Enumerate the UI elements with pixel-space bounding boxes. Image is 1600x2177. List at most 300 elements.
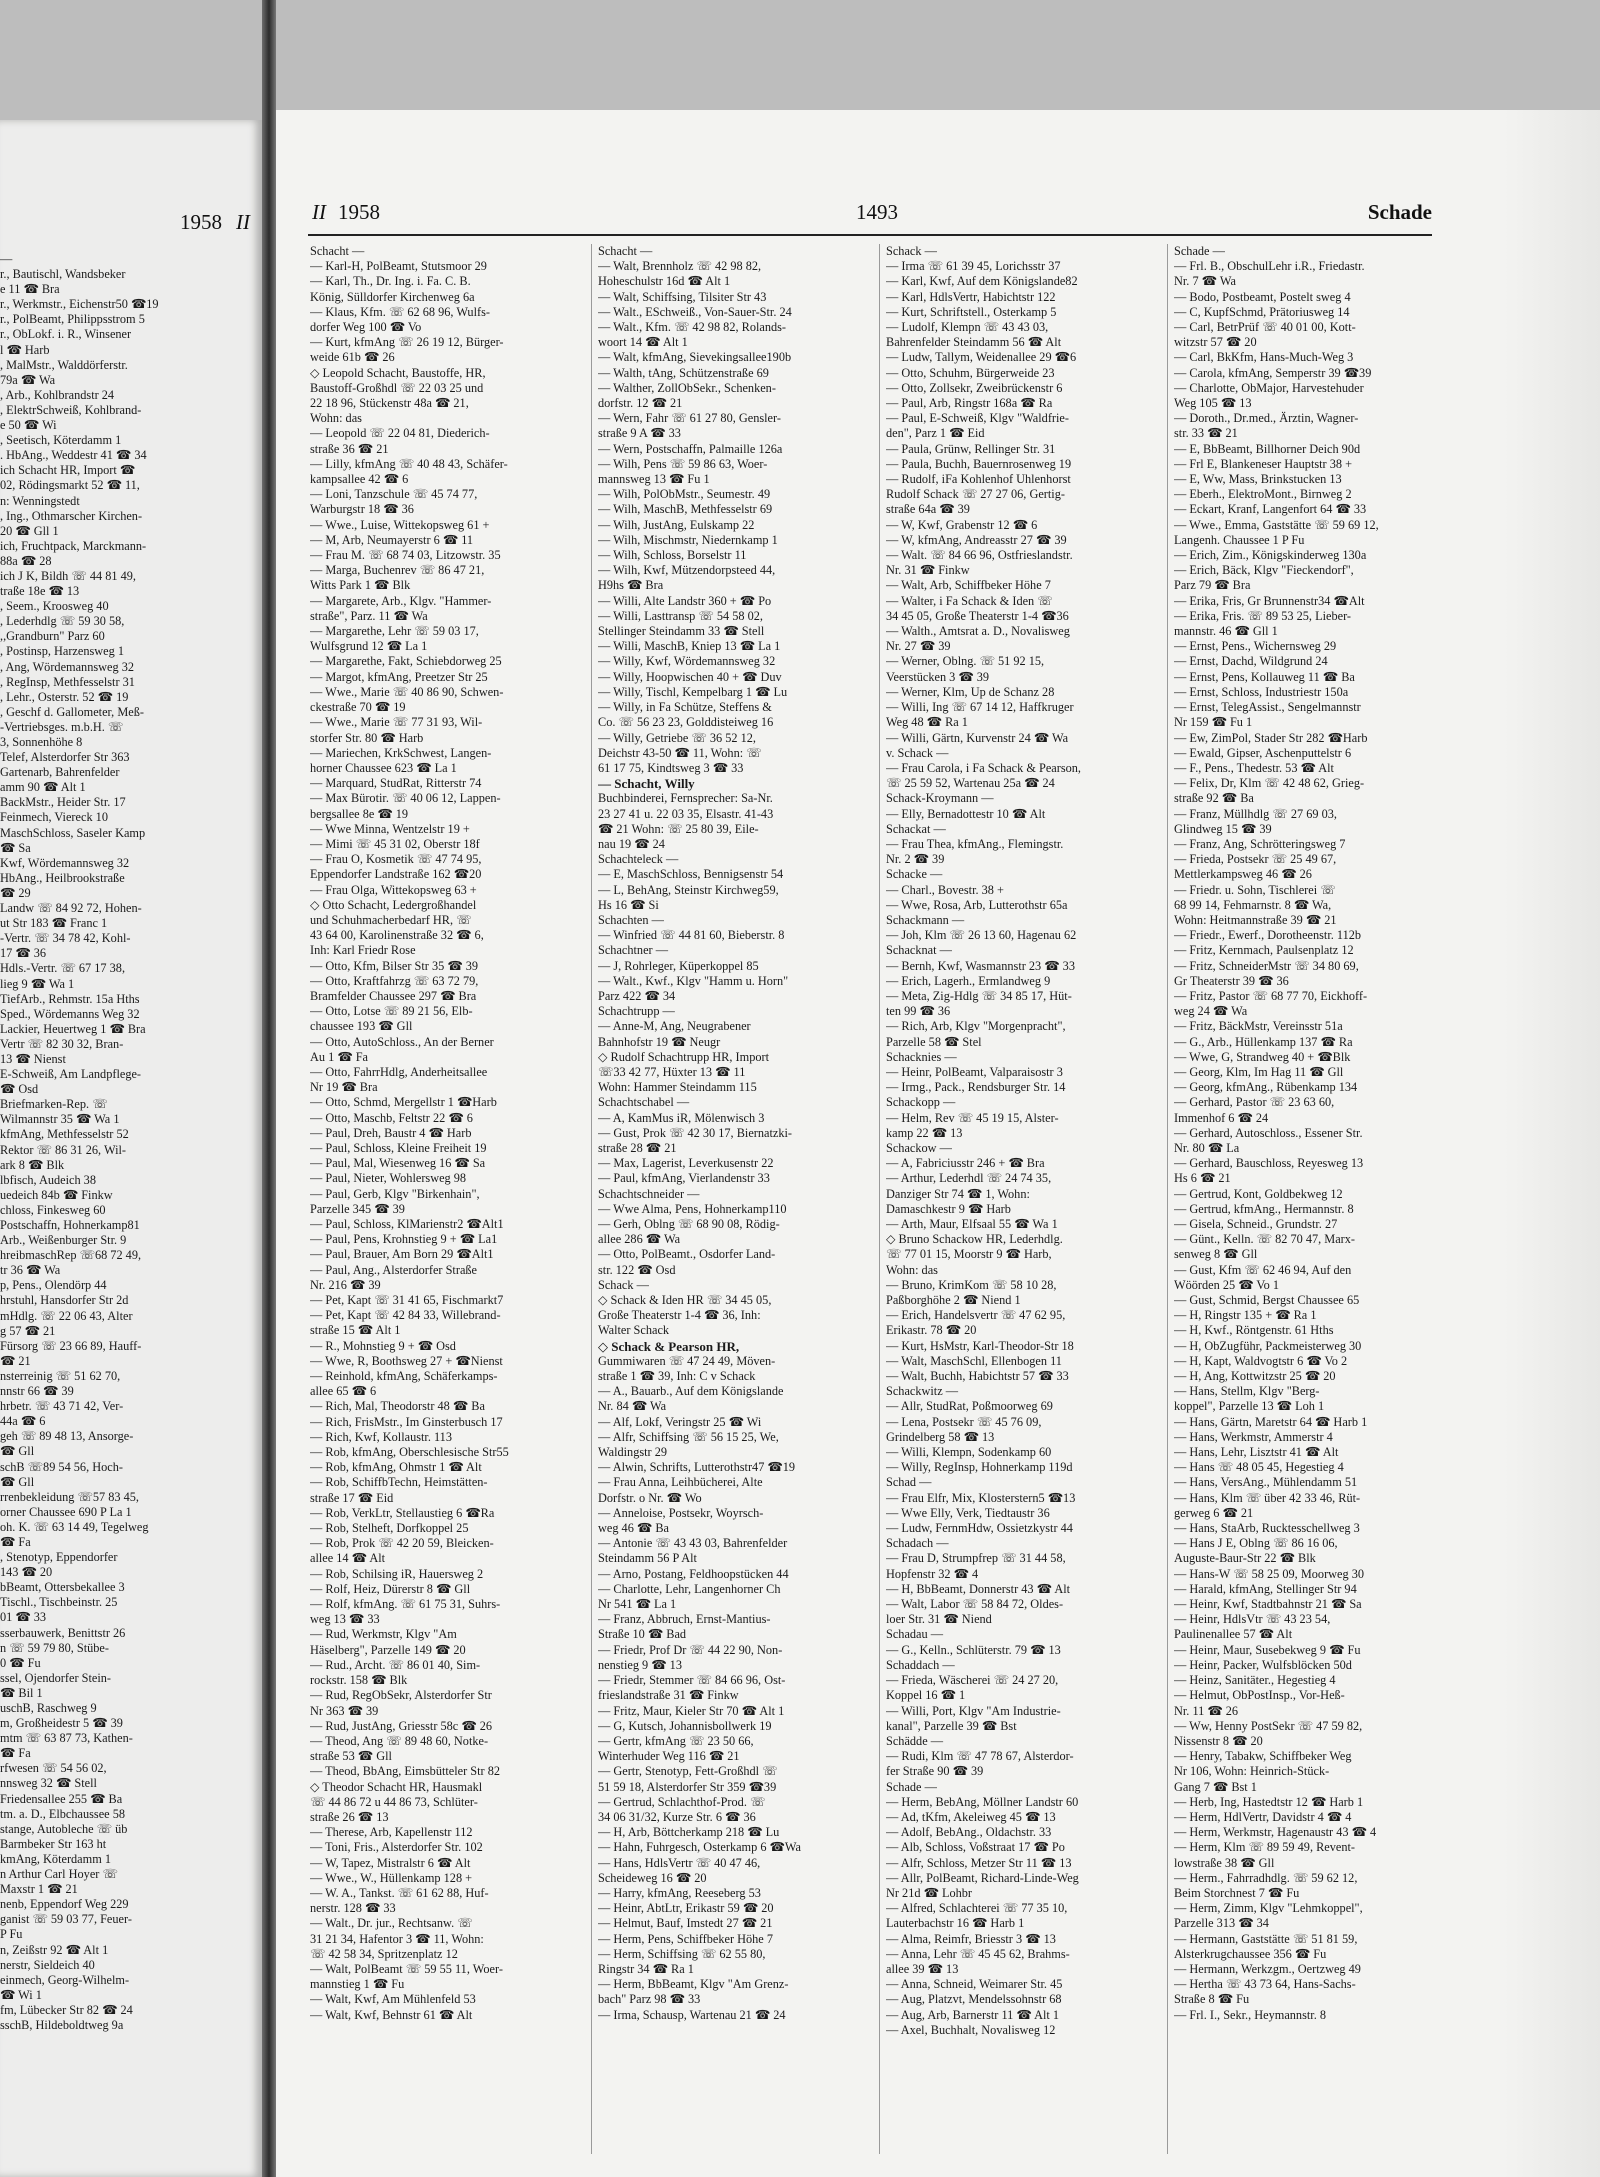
directory-entry: — Margarethe, Lehr ☏ 59 03 17, [310, 624, 479, 639]
directory-entry: sschB, Hildeboldtweg 9a [0, 2017, 124, 2032]
directory-entry: ☏ 42 58 34, Spritzenplatz 12 [310, 1946, 458, 1961]
directory-entry: Schädde — [886, 1733, 944, 1748]
directory-entry: Schacht — [310, 244, 365, 258]
directory-entry: Nr. 216 ☎ 39 [310, 1277, 381, 1292]
directory-entry: Fürsorg ☏ 23 66 89, Hauff- [0, 1338, 142, 1353]
directory-entry: — Willy, Tischl, Kempelbarg 1 ☎ Lu [598, 684, 788, 699]
directory-entry: — Walt, kfmAng, Sievekingsallee190b [598, 350, 792, 365]
directory-entry: — Hans, Gärtn, Maretstr 64 ☎ Harb 1 [1174, 1414, 1368, 1429]
directory-entry: — Lilly, kfmAng ☏ 40 48 43, Schäfer- [310, 456, 508, 471]
directory-entry: — Rud, JustAng, Griesstr 58c ☎ 26 [310, 1718, 493, 1733]
directory-entry: allee 14 ☎ Alt [310, 1551, 386, 1566]
directory-entry: rfwesen ☏ 54 56 02, [0, 1761, 107, 1776]
directory-entry: ssel, Ojendorfer Stein- [0, 1670, 111, 1685]
directory-entry: weg 13 ☎ 33 [310, 1612, 380, 1627]
directory-entry: Bramfelder Chaussee 297 ☎ Bra [310, 988, 477, 1003]
directory-entry: — Paul, kfmAng, Vierlandenstr 33 [598, 1171, 770, 1186]
directory-entry: — Wilh, PolObMstr., Seumestr. 49 [598, 487, 771, 502]
directory-entry: straße 17 ☎ Eid [310, 1490, 394, 1505]
directory-entry: — Otto, FahrrHdlg, Anderheitsallee [310, 1064, 488, 1079]
directory-entry: Maxstr 1 ☎ 21 [0, 1882, 78, 1897]
book-gutter [262, 0, 276, 2177]
directory-entry: Nr. 7 ☎ Wa [1174, 274, 1236, 289]
directory-entry: — Herm, Schiffsing ☏ 62 55 80, [598, 1946, 766, 1961]
directory-entry: — Heinr, Maur, Susebekweg 9 ☎ Fu [1174, 1642, 1361, 1657]
directory-entry: mHdlg. ☏ 22 06 43, Alter [0, 1308, 133, 1323]
directory-entry: — Charlotte, Lehr, Langenhorner Ch [598, 1581, 781, 1596]
directory-entry: — Rob, kfmAng, Oberschlesische Str55 [310, 1445, 509, 1460]
directory-entry: ut Str 183 ☎ Franc 1 [0, 916, 108, 931]
directory-column-3 [886, 244, 1158, 2038]
directory-entry: — Theod, Ang ☏ 89 48 60, Notke- [310, 1733, 489, 1748]
directory-entry: — Alwin, Schrifts, Lutterothstr47 ☎19 [598, 1460, 796, 1475]
directory-entry: Häselberg", Parzelle 149 ☎ 20 [310, 1642, 466, 1657]
directory-entry: — Frau D, Strumpfrep ☏ 31 44 58, [886, 1551, 1066, 1566]
directory-entry: Schacht — [598, 244, 653, 258]
directory-entry: 143 ☎ 20 [0, 1565, 53, 1580]
directory-entry: — Willy, in Fa Schütze, Steffens & [598, 700, 772, 715]
directory-entry: und Schuhmacherbedarf HR, ☏ [310, 912, 472, 927]
directory-entry: — Walt, MaschSchl, Ellenbogen 11 [886, 1353, 1062, 1368]
directory-entry: Wohn: das [310, 411, 362, 426]
directory-entry: str. 122 ☎ Osd [598, 1262, 676, 1277]
directory-entry: — Herb, Ing, Hastedtstr 12 ☎ Harb 1 [1174, 1794, 1364, 1809]
directory-entry: — Wwe, R, Boothsweg 27 + ☎Nienst [310, 1353, 503, 1368]
page-header [312, 200, 1432, 228]
directory-entry: , Ing., Othmarscher Kirchen- [0, 508, 143, 523]
directory-entry: — Werner, Oblng. ☏ 51 92 15, [886, 654, 1045, 669]
directory-entry: Schackwitz — [886, 1384, 959, 1399]
directory-entry: Nr. 80 ☎ La [1174, 1140, 1240, 1155]
directory-entry: — Karl, Th., Dr. Ing. i. Fa. C. B. [310, 274, 471, 289]
directory-entry: Eppendorfer Landstraße 162 ☎20 [310, 867, 482, 882]
directory-entry: Schaddach — [886, 1657, 955, 1672]
directory-entry: ☎ 21 Wohn: ☏ 25 80 39, Eile- [598, 821, 759, 836]
directory-entry: ☏ 44 86 72 u 44 86 73, Schlüter- [310, 1794, 478, 1809]
directory-entry: Rudolf Schack ☏ 27 27 06, Gertig- [886, 487, 1065, 502]
directory-entry: Schackopp — [886, 1095, 956, 1110]
directory-entry: — Marga, Buchenrev ☏ 86 47 21, [310, 563, 485, 578]
directory-entry: — G., Kelln., Schlüterstr. 79 ☎ 13 [886, 1642, 1061, 1657]
directory-entry: P Fu [0, 1927, 23, 1942]
directory-entry: , Arb., Kohlbrandstr 24 [0, 387, 115, 402]
directory-entry: — Frau O, Kosmetik ☏ 47 74 95, [310, 852, 482, 867]
directory-entry: — H, Kwf., Röntgenstr. 61 Hths [1174, 1323, 1334, 1338]
directory-entry: mannsweg 13 ☎ Fu 1 [598, 472, 710, 487]
directory-entry: uschB, Raschweg 9 [0, 1701, 97, 1715]
directory-entry: — Anna, Schneid, Weimarer Str. 45 [886, 1977, 1063, 1992]
directory-entry: 44a ☎ 6 [0, 1414, 46, 1429]
directory-entry: 43 64 00, Karolinenstraße 32 ☎ 6, [310, 928, 484, 943]
directory-entry: sserbauwerk, Benittstr 26 [0, 1625, 126, 1640]
directory-entry: — Herm, Pens, Schiffbeker Höhe 7 [598, 1931, 773, 1946]
directory-entry: hrstuhl, Hansdorfer Str 2d [0, 1293, 129, 1308]
directory-entry: Scheideweg 16 ☎ 20 [598, 1870, 707, 1885]
directory-entry: — Allr, PolBeamt, Richard-Linde-Weg [886, 1870, 1079, 1885]
directory-entry: Hopfenstr 32 ☎ 4 [886, 1566, 979, 1581]
directory-entry: schB ☏89 54 56, Hoch- [0, 1459, 123, 1474]
directory-entry: oh. K. ☏ 63 14 49, Tegelweg [0, 1519, 149, 1534]
directory-entry: Beim Storchnest 7 ☎ Fu [1174, 1885, 1300, 1900]
directory-entry: — Georg, Klm, Im Hag 11 ☎ Gll [1174, 1064, 1344, 1079]
directory-entry: Vertr ☏ 82 30 32, Bran- [0, 1036, 124, 1051]
directory-entry: — Walt, Kwf, Am Mühlenfeld 53 [310, 1992, 476, 2007]
directory-entry: — Werner, Klm, Up de Schanz 28 [886, 684, 1055, 699]
directory-entry: Glindweg 15 ☎ 39 [1174, 821, 1272, 836]
directory-entry: — Frl. I., Sekr., Heymannstr. 8 [1174, 2007, 1326, 2022]
directory-entry: — Carl, BetrPrüf ☏ 40 01 00, Kott- [1174, 320, 1356, 335]
directory-entry: — Bodo, Postbeamt, Postelt sweg 4 [1174, 289, 1351, 304]
directory-entry: Schackmann — [886, 912, 965, 927]
directory-entry: — Anneloise, Postsekr, Woyrsch- [598, 1505, 764, 1520]
directory-entry: ◇ Schack & Iden HR ☏ 34 45 05, [598, 1293, 772, 1308]
directory-entry: — Erich, Handelsvertr ☏ 47 62 95, [886, 1308, 1066, 1323]
directory-entry: — Rich, Arb, Klgv "Morgenpracht", [886, 1019, 1066, 1034]
directory-entry: — Erich, Bäck, Klgv "Fieckendorf", [1174, 563, 1354, 578]
directory-entry: 3, Sonnenhöhe 8 [0, 735, 83, 749]
directory-entry: — Otto, PolBeamt., Osdorfer Land- [598, 1247, 776, 1262]
directory-entry: — Antonie ☏ 43 43 03, Bahrenfelder [598, 1536, 788, 1551]
directory-entry: Schachten — [598, 912, 664, 927]
directory-entry: — Willi, Klempn, Sodenkamp 60 [886, 1445, 1052, 1460]
directory-entry: — Otto, Maschb, Feltstr 22 ☎ 6 [310, 1110, 473, 1125]
directory-entry: r., ObLokf. i. R., Winsener [0, 327, 132, 342]
directory-entry: Nr 363 ☎ 39 [310, 1703, 379, 1718]
directory-entry: — W, Kwf, Grabenstr 12 ☎ 6 [886, 517, 1038, 532]
directory-entry: — Rob, SchiffbTechn, Heimstätten- [310, 1475, 488, 1490]
directory-entry: — Eberh., ElektroMont., Birnweg 2 [1174, 487, 1352, 502]
directory-entry: Walter Schack [598, 1323, 670, 1338]
directory-entry: — Paul, Pens, Krohnstieg 9 + ☎ La1 [310, 1232, 498, 1247]
directory-entry: — Irma ☏ 61 39 45, Lorichsstr 37 [886, 259, 1061, 274]
directory-entry: — Rob, Schilsing iR, Hauersweg 2 [310, 1566, 484, 1581]
directory-entry: — Walt., Kfm. ☏ 42 98 82, Rolands- [598, 320, 787, 335]
directory-entry: ☏ 77 01 15, Moorstr 9 ☎ Harb, [886, 1247, 1052, 1262]
directory-entry: ☎ Sa [0, 840, 31, 855]
directory-entry: Witts Park 1 ☎ Blk [310, 578, 411, 593]
directory-entry: — Paul, Brauer, Am Born 29 ☎Alt1 [310, 1247, 494, 1262]
directory-entry: TiefArb., Rehmstr. 15a Hths [0, 991, 140, 1006]
running-head: Schade [1367, 200, 1432, 224]
directory-entry: Arb., Weißenburger Str. 9 [0, 1233, 127, 1248]
directory-entry: Erikastr. 78 ☎ 20 [886, 1323, 977, 1338]
directory-entry: Nr 159 ☎ Fu 1 [1174, 715, 1253, 730]
directory-entry: — J, Rohrleger, Küperkoppel 85 [598, 958, 759, 973]
directory-entry: straße 26 ☎ 13 [310, 1809, 389, 1824]
directory-entry: 88a ☎ 28 [0, 553, 52, 568]
directory-entry: — Willy, RegInsp, Hohnerkamp 119d [886, 1460, 1073, 1475]
directory-entry: ☎ 29 [0, 885, 31, 900]
directory-entry: — Günt., Kelln. ☏ 82 70 47, Marx- [1174, 1232, 1356, 1247]
directory-entry: — Doroth., Dr.med., Ärztin, Wagner- [1174, 411, 1359, 426]
directory-entry: -Vertr. ☏ 34 78 42, Kohl- [0, 931, 131, 946]
directory-entry: Schachtner — [598, 943, 668, 958]
directory-entry: — Loni, Tanzschule ☏ 45 74 77, [310, 487, 478, 502]
directory-entry: n: Wenningstedt [0, 493, 80, 508]
directory-entry: 34 06 31/32, Kurze Str. 6 ☎ 36 [598, 1809, 756, 1824]
directory-entry: Ringstr 34 ☎ Ra 1 [598, 1961, 694, 1976]
directory-entry: — Max Bürotir. ☏ 40 06 12, Lappen- [310, 791, 501, 806]
directory-entry: — Frl. B., ObschulLehr i.R., Friedastr. [1174, 259, 1365, 274]
directory-entry: — Wwe., Emma, Gaststätte ☏ 59 69 12, [1174, 517, 1379, 532]
directory-entry: — Paula, Buchh, Bauernrosenweg 19 [886, 456, 1072, 471]
directory-entry: — Fritz, Pastor ☏ 68 77 70, Eickhoff- [1174, 988, 1368, 1003]
directory-entry: — A, KamMus iR, Mölenwisch 3 [598, 1110, 765, 1125]
directory-entry: — Carola, kfmAng, Semperstr 39 ☎39 [1174, 365, 1372, 380]
directory-entry: Gartenarb, Bahrenfelder [0, 765, 120, 780]
left-header-year: 1958 [180, 210, 222, 234]
directory-entry: lieg 9 ☎ Wa 1 [0, 976, 75, 991]
directory-entry: — Wilh, Mischmstr, Niedernkamp 1 [598, 532, 778, 547]
directory-entry: — Wwe., Marie ☏ 40 86 90, Schwen- [310, 684, 504, 699]
directory-entry: ,,Grandburn" Parz 60 [0, 629, 105, 644]
directory-entry: — Herm., Fahrradhdlg. ☏ 59 62 12, [1174, 1870, 1358, 1885]
directory-entry: — Paul, Nieter, Wohlersweg 98 [310, 1171, 467, 1186]
directory-entry: Nr 541 ☎ La 1 [598, 1597, 677, 1612]
directory-entry: — Ernst, Pens., Wichernsweg 29 [1174, 639, 1337, 654]
directory-entry: tr 36 ☎ Wa [0, 1263, 61, 1278]
directory-entry: fer Straße 90 ☎ 39 [886, 1764, 984, 1779]
directory-entry: Barmbeker Str 163 ht [0, 1836, 107, 1851]
directory-entry: — Rud., Archt. ☏ 86 01 40, Sim- [310, 1657, 481, 1672]
directory-entry: — Rob, Stelheft, Dorfkoppel 25 [310, 1521, 469, 1536]
directory-entry: — Gerhard, Bauschloss, Reyesweg 13 [1174, 1156, 1364, 1171]
directory-entry: — Anne-M, Ang, Neugrabener [598, 1019, 751, 1034]
directory-entry: horner Chaussee 623 ☎ La 1 [310, 760, 457, 775]
directory-entry: — A., Bauarb., Auf dem Königslande [598, 1384, 784, 1399]
directory-entry: — Frieda, Wäscherei ☏ 24 27 20, [886, 1673, 1059, 1688]
directory-entry: — Gerh, Oblng ☏ 68 90 08, Rödig- [598, 1217, 780, 1231]
directory-entry: — Walt, PolBeamt ☏ 59 55 11, Woer- [310, 1961, 503, 1976]
directory-entry: Schack — [598, 1277, 649, 1292]
directory-entry: — Henry, Tabakw, Schiffbeker Weg [1174, 1749, 1352, 1764]
directory-entry: Schadau — [886, 1627, 944, 1642]
directory-entry: Weg 48 ☎ Ra 1 [886, 715, 968, 730]
directory-entry: — Margot, kfmAng, Preetzer Str 25 [310, 669, 488, 684]
directory-entry: — Kurt, Schriftstell., Osterkamp 5 [886, 304, 1057, 319]
directory-entry: Paßborghöhe 2 ☎ Niend 1 [886, 1293, 1021, 1308]
directory-entry: straße 92 ☎ Ba [1174, 791, 1254, 806]
directory-entry: Koppel 16 ☎ 1 [886, 1688, 966, 1703]
directory-entry: — Wilh, JustAng, Eulskamp 22 [598, 517, 755, 532]
directory-entry: Parzelle 345 ☎ 39 [310, 1201, 405, 1216]
directory-entry: — Wwe Alma, Pens, Hohnerkamp110 [598, 1201, 787, 1216]
directory-entry: — Karl, Kwf, Auf dem Königslande82 [886, 274, 1078, 289]
directory-entry: Schacke — [886, 867, 943, 882]
directory-entry: — H, Ang, Kottwitzstr 25 ☎ 20 [1174, 1369, 1336, 1384]
directory-entry: — Alb, Schloss, Voßstraat 17 ☎ Po [886, 1840, 1065, 1855]
directory-entry: — Heinr, PolBeamt, Valparaisostr 3 [886, 1064, 1063, 1079]
directory-entry: p, Pens., Olendörp 44 [0, 1278, 107, 1293]
directory-entry: — Paul, Gerb, Klgv "Birkenhain", [310, 1186, 480, 1201]
directory-entry: koppel", Parzelle 13 ☎ Loh 1 [1174, 1399, 1325, 1414]
directory-entry: Nr. 2 ☎ 39 [886, 852, 945, 867]
directory-entry: Hdls.-Vertr. ☏ 67 17 38, [0, 961, 126, 976]
directory-entry: Warburgstr 18 ☎ 36 [310, 502, 414, 517]
directory-entry: — Frau Olga, Wittekopsweg 63 + [310, 882, 477, 897]
directory-entry: — A, Fabriciusstr 246 + ☎ Bra [886, 1156, 1045, 1171]
directory-entry: — Arth, Maur, Elfsaal 55 ☎ Wa 1 [886, 1217, 1058, 1231]
page-margin [1504, 110, 1600, 2177]
directory-entry: rockstr. 158 ☎ Blk [310, 1673, 408, 1688]
directory-entry: 23 27 41 u. 22 03 35, Elsastr. 41-43 [598, 806, 774, 821]
directory-entry: — Gerhard, Pastor ☏ 23 63 60, [1174, 1095, 1335, 1110]
directory-entry: — Paula, Grünw, Rellinger Str. 31 [886, 441, 1056, 456]
directory-entry: , RegInsp, Methfesselstr 31 [0, 674, 135, 689]
directory-entry: — Helm, Rev ☏ 45 19 15, Alster- [886, 1110, 1059, 1125]
directory-entry: 68 99 14, Fehmarnstr. 8 ☎ Wa, [1174, 897, 1332, 912]
directory-entry: — Friedr. u. Sohn, Tischlerei ☏ [1174, 882, 1336, 897]
directory-entry: — Otto, AutoSchloss., An der Berner [310, 1034, 494, 1049]
directory-entry: — Carl, BkKfm, Hans-Much-Weg 3 [1174, 350, 1354, 365]
directory-entry: — Otto, Kraftfahrzg ☏ 63 72 79, [310, 973, 479, 988]
directory-entry: — Wwe, Rosa, Arb, Lutterothstr 65a [886, 897, 1068, 912]
directory-entry: Baustoff-Großhdl ☏ 22 03 25 und [310, 380, 484, 395]
directory-entry: 22 18 96, Stückenstr 48a ☎ 21, [310, 396, 469, 411]
directory-entry: — Meta, Zig-Hdlg ☏ 34 85 17, Hüt- [886, 988, 1072, 1003]
directory-entry: senweg 8 ☎ Gll [1174, 1247, 1258, 1262]
directory-entry: — Erich, Lagerh., Ermlandweg 9 [886, 973, 1051, 988]
directory-entry: 61 17 75, Kindtsweg 3 ☎ 33 [598, 760, 744, 775]
directory-entry: , Seetisch, Köterdamm 1 [0, 433, 122, 448]
directory-entry: Schack-Kroymann — [886, 791, 994, 806]
directory-entry: weg 24 ☎ Wa [1174, 1004, 1248, 1019]
directory-entry: — Gerhard, Autoschloss., Essener Str. [1174, 1125, 1363, 1140]
directory-entry: — Ew, ZimPol, Stader Str 282 ☎Harb [1174, 730, 1368, 745]
directory-entry: l ☎ Harb [0, 342, 50, 357]
directory-entry: — Hans, VersAng., Mühlendamm 51 [1174, 1475, 1358, 1490]
header-year: 1958 [338, 200, 380, 224]
directory-entry: — Fritz, Kernmach, Paulsenplatz 12 [1174, 943, 1354, 958]
directory-entry: — Frau Carola, i Fa Schack & Pearson, [886, 760, 1082, 775]
directory-entry: ckestraße 70 ☎ 19 [310, 700, 406, 715]
directory-entry: — Karl, HdlsVertr, Habichtstr 122 [886, 289, 1056, 304]
directory-entry: ◇ Otto Schacht, Ledergroßhandel [310, 897, 477, 912]
directory-entry: — Hans, Stellm, Klgv "Berg- [1174, 1384, 1320, 1399]
directory-entry: r., Bautischl, Wandsbeker [0, 267, 126, 282]
directory-entry: — Ernst, Schloss, Industriestr 150a [1174, 684, 1349, 699]
directory-entry: nerstr, Sieldeich 40 [0, 1957, 95, 1972]
directory-entry: — Aug, Arb, Barnerstr 11 ☎ Alt 1 [886, 2007, 1060, 2022]
directory-entry: — Charlotte, ObMajor, Harvestehuder [1174, 380, 1364, 395]
directory-entry: — Gisela, Schneid., Grundstr. 27 [1174, 1217, 1338, 1231]
directory-entry: — G., Arb., Hüllenkamp 137 ☎ Ra [1174, 1034, 1353, 1049]
directory-entry: — Frieda, Postsekr ☏ 25 49 67, [1174, 852, 1337, 867]
header-section: II [312, 200, 326, 224]
directory-entry: — Walter, i Fa Schack & Iden ☏ [886, 593, 1053, 608]
directory-entry: — Rudi, Klm ☏ 47 78 67, Alsterdor- [886, 1749, 1074, 1764]
directory-entry: — Walther, ZollObSekr., Schenken- [598, 380, 776, 395]
directory-entry: 20 ☎ Gll 1 [0, 523, 59, 538]
directory-entry: Schade — [886, 1779, 937, 1794]
directory-entry: ☎ 21 [0, 1353, 31, 1368]
directory-entry: e 50 ☎ Wi [0, 418, 57, 433]
page-number: 1493 [856, 200, 898, 224]
directory-entry: , Lederhdlg ☏ 59 30 58, [0, 614, 125, 629]
directory-entry: Telef, Alsterdorfer Str 363 [0, 750, 130, 765]
directory-entry: — Willi, Port, Klgv "Am Industrie- [886, 1703, 1061, 1718]
directory-entry: ☎ Gll [0, 1444, 35, 1459]
directory-entry: — Gertrud, kfmAng., Hermannstr. 8 [1174, 1201, 1354, 1216]
directory-entry: ich J K, Bildh ☏ 44 81 49, [0, 568, 136, 583]
directory-entry: Sped., Wördemanns Weg 32 [0, 1006, 140, 1021]
directory-entry: 02, Rödingsmarkt 52 ☎ 11, [0, 478, 140, 493]
directory-entry: Parz 79 ☎ Bra [1174, 578, 1251, 593]
directory-entry: Auguste-Baur-Str 22 ☎ Blk [1174, 1551, 1316, 1566]
directory-column-2 [598, 244, 870, 2023]
directory-entry: — Walt. ☏ 84 66 96, Ostfrieslandstr. [886, 548, 1073, 563]
directory-entry: — Helmut, Bauf, Imstedt 27 ☎ 21 [598, 1916, 773, 1931]
directory-entry: nenb, Eppendorf Weg 229 [0, 1897, 129, 1912]
directory-entry: Co. ☏ 56 23 23, Golddisteiweg 16 [598, 715, 774, 730]
directory-entry: — Joh, Klm ☏ 26 13 60, Hagenau 62 [886, 928, 1077, 943]
directory-entry: ☎ Fa [0, 1746, 31, 1761]
directory-entry: ☎ Wi 1 [0, 1987, 42, 2002]
directory-entry: Parzelle 313 ☎ 34 [1174, 1916, 1269, 1931]
directory-entry: Waldingstr 29 [598, 1445, 668, 1460]
directory-entry: — Heinr, Packer, Wulfsblöcken 50d [1174, 1657, 1352, 1672]
directory-entry: kamp 22 ☎ 13 [886, 1125, 963, 1140]
directory-entry: — Frl E, Blankeneser Hauptstr 38 + [1174, 456, 1353, 471]
directory-entry: — E, Ww, Mass, Brinkstucken 13 [1174, 472, 1342, 487]
directory-entry: — Friedr, Prof Dr ☏ 44 22 90, Non- [598, 1642, 783, 1657]
directory-entry: Veerstücken 3 ☎ 39 [886, 669, 990, 684]
directory-entry: Lauterbachstr 16 ☎ Harb 1 [886, 1916, 1025, 1931]
directory-entry: , Seem., Kroosweg 40 [0, 599, 109, 614]
directory-entry: — Walth., Amtsrat a. D., Novalisweg [886, 624, 1070, 639]
directory-entry: — Willi, Gärtn, Kurvenstr 24 ☎ Wa [886, 730, 1069, 745]
directory-entry: — Margarethe, Fakt, Schiebdorweg 25 [310, 654, 502, 669]
directory-entry: n ☏ 59 79 80, Stübe- [0, 1640, 109, 1655]
directory-entry: Schachteleck — [598, 852, 679, 867]
directory-entry: Gummiwaren ☏ 47 24 49, Möven- [598, 1353, 776, 1368]
directory-entry: — Otto, Kfm, Bilser Str 35 ☎ 39 [310, 958, 479, 973]
directory-entry: Landw ☏ 84 92 72, Hohen- [0, 901, 142, 916]
directory-entry: — Walt, Kwf, Behnstr 61 ☎ Alt [310, 2007, 473, 2022]
directory-entry: Schachtschneider — [598, 1186, 700, 1201]
directory-entry: — Hertha ☏ 43 73 64, Hans-Sachs- [1174, 1977, 1356, 1992]
directory-entry: — Walt, Schiffsing, Tilsiter Str 43 [598, 289, 767, 304]
directory-entry: ten 99 ☎ 36 [886, 1004, 951, 1019]
directory-entry: ◇ Leopold Schacht, Baustoffe, HR, [310, 365, 486, 380]
directory-entry: — Ernst, Dachd, Wildgrund 24 [1174, 654, 1328, 669]
directory-column-1 [310, 244, 582, 2023]
directory-entry: — Fritz, BäckMstr, Vereinsstr 51a [1174, 1019, 1343, 1034]
directory-entry: straße 1 ☎ 39, Inh: C v Schack [598, 1369, 756, 1384]
directory-entry: — Toni, Fris., Alsterdorfer Str. 102 [310, 1840, 483, 1855]
directory-entry: 01 ☎ 33 [0, 1610, 47, 1625]
directory-entry: ☏33 42 77, Hüxter 13 ☎ 11 [598, 1064, 746, 1079]
directory-entry: — Winfried ☏ 44 81 60, Bieberstr. 8 [598, 928, 785, 943]
directory-entry: — Max, Lagerist, Leverkusenstr 22 [598, 1156, 774, 1171]
directory-entry: — Arthur, Lederhdl ☏ 24 74 35, [886, 1171, 1052, 1186]
right-page [276, 110, 1600, 2177]
directory-entry: — Wilh, Pens ☏ 59 86 63, Woer- [598, 456, 768, 471]
directory-entry: Postschaffn, Hohnerkamp81 [0, 1218, 140, 1232]
directory-entry: lbfisch, Audeich 38 [0, 1172, 96, 1187]
directory-entry: — Paul, Schloss, KlMarienstr2 ☎Alt1 [310, 1217, 504, 1231]
directory-entry: r., Werkmstr., Eichenstr50 ☎19 [0, 297, 159, 312]
directory-entry: — Gust, Kfm ☏ 62 46 94, Auf den [1174, 1262, 1352, 1277]
directory-entry: v. Schack — [886, 745, 949, 760]
directory-entry: — Leopold ☏ 22 04 81, Diederich- [310, 426, 490, 441]
directory-entry: — Mariechen, KrkSchwest, Langen- [310, 745, 492, 760]
directory-entry: — Hans, Lehr, Lisztstr 41 ☎ Alt [1174, 1445, 1339, 1460]
directory-entry: dorfstr. 12 ☎ 21 [598, 396, 683, 411]
directory-entry: — Pet, Kapt ☏ 42 84 33, Willebrand- [310, 1308, 501, 1323]
directory-entry: — M, Arb, Neumayerstr 6 ☎ 11 [310, 532, 474, 547]
directory-entry: — Klaus, Kfm. ☏ 62 68 96, Wulfs- [310, 304, 490, 319]
